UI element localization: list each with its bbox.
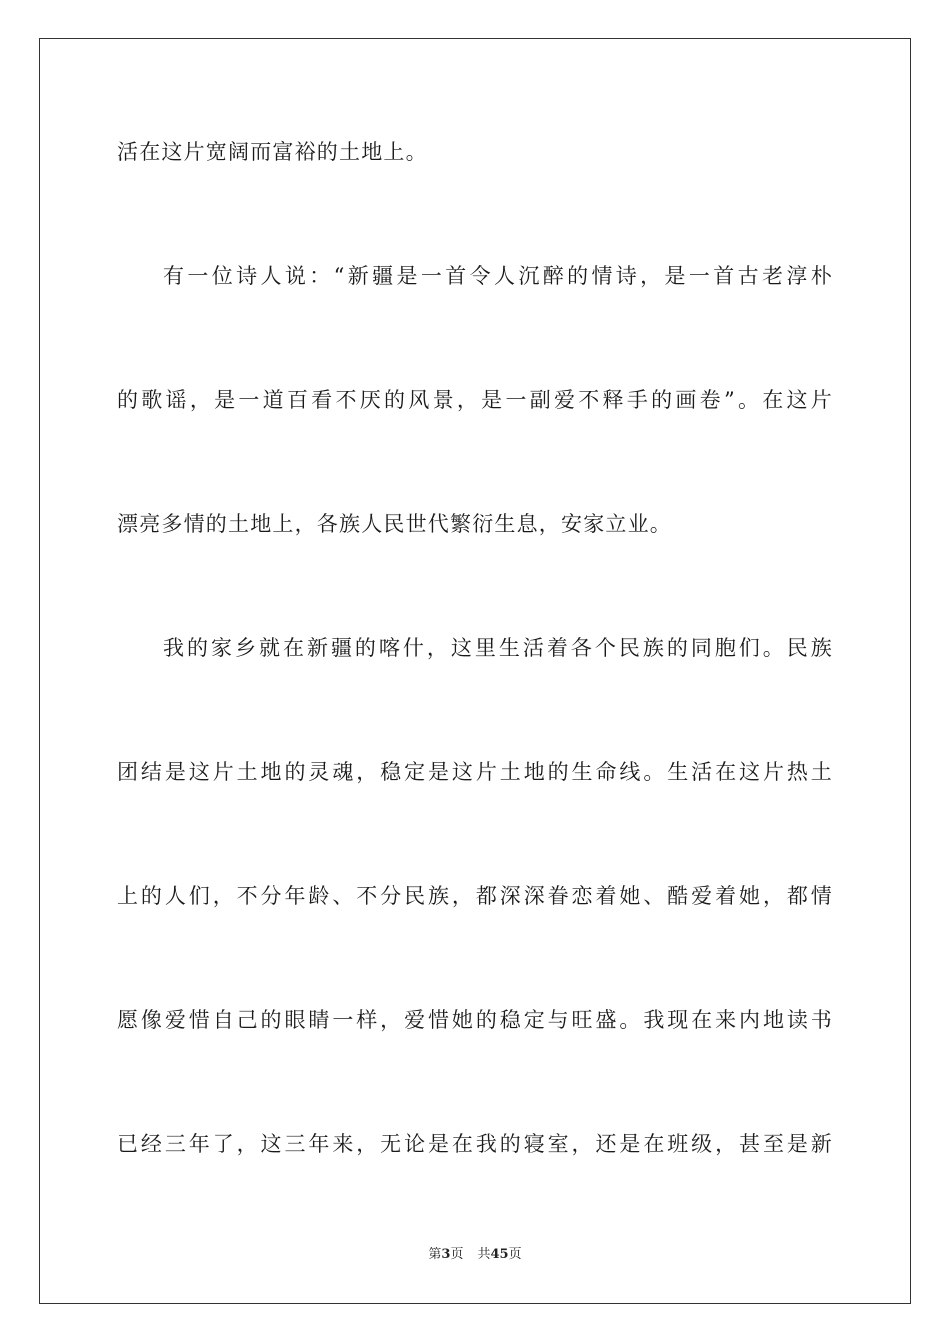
body-line-6: 团结是这片土地的灵魂，稳定是这片土地的生命线。生活在这片热土 <box>117 760 833 784</box>
body-line-4: 漂亮多情的土地上，各族人民世代繁衍生息，安家立业。 <box>117 512 672 536</box>
page-prefix: 第 <box>428 1247 442 1262</box>
body-line-1: 活在这片宽阔而富裕的土地上。 <box>117 140 428 164</box>
page-suffix: 页 <box>450 1247 464 1262</box>
body-line-2: 有一位诗人说：“新疆是一首令人沉醉的情诗，是一首古老淳朴 <box>163 264 833 288</box>
body-line-8: 愿像爱惜自己的眼睛一样，爱惜她的稳定与旺盛。我现在来内地读书 <box>117 1008 833 1032</box>
body-line-9: 已经三年了，这三年来，无论是在我的寝室，还是在班级，甚至是新 <box>117 1132 833 1156</box>
body-line-5: 我的家乡就在新疆的喀什，这里生活着各个民族的同胞们。民族 <box>163 636 833 660</box>
body-line-3: 的歌谣，是一道百看不厌的风景，是一副爱不释手的画卷”。在这片 <box>117 388 833 412</box>
body-line-7: 上的人们，不分年龄、不分民族，都深深眷恋着她、酷爱着她，都情 <box>117 884 833 908</box>
total-pages: 45 <box>490 1247 509 1262</box>
page-footer <box>0 1246 950 1264</box>
total-suffix: 页 <box>508 1247 522 1262</box>
page-number: 3 <box>441 1247 451 1262</box>
page-frame <box>39 38 911 1304</box>
total-prefix: 共 <box>477 1247 491 1262</box>
